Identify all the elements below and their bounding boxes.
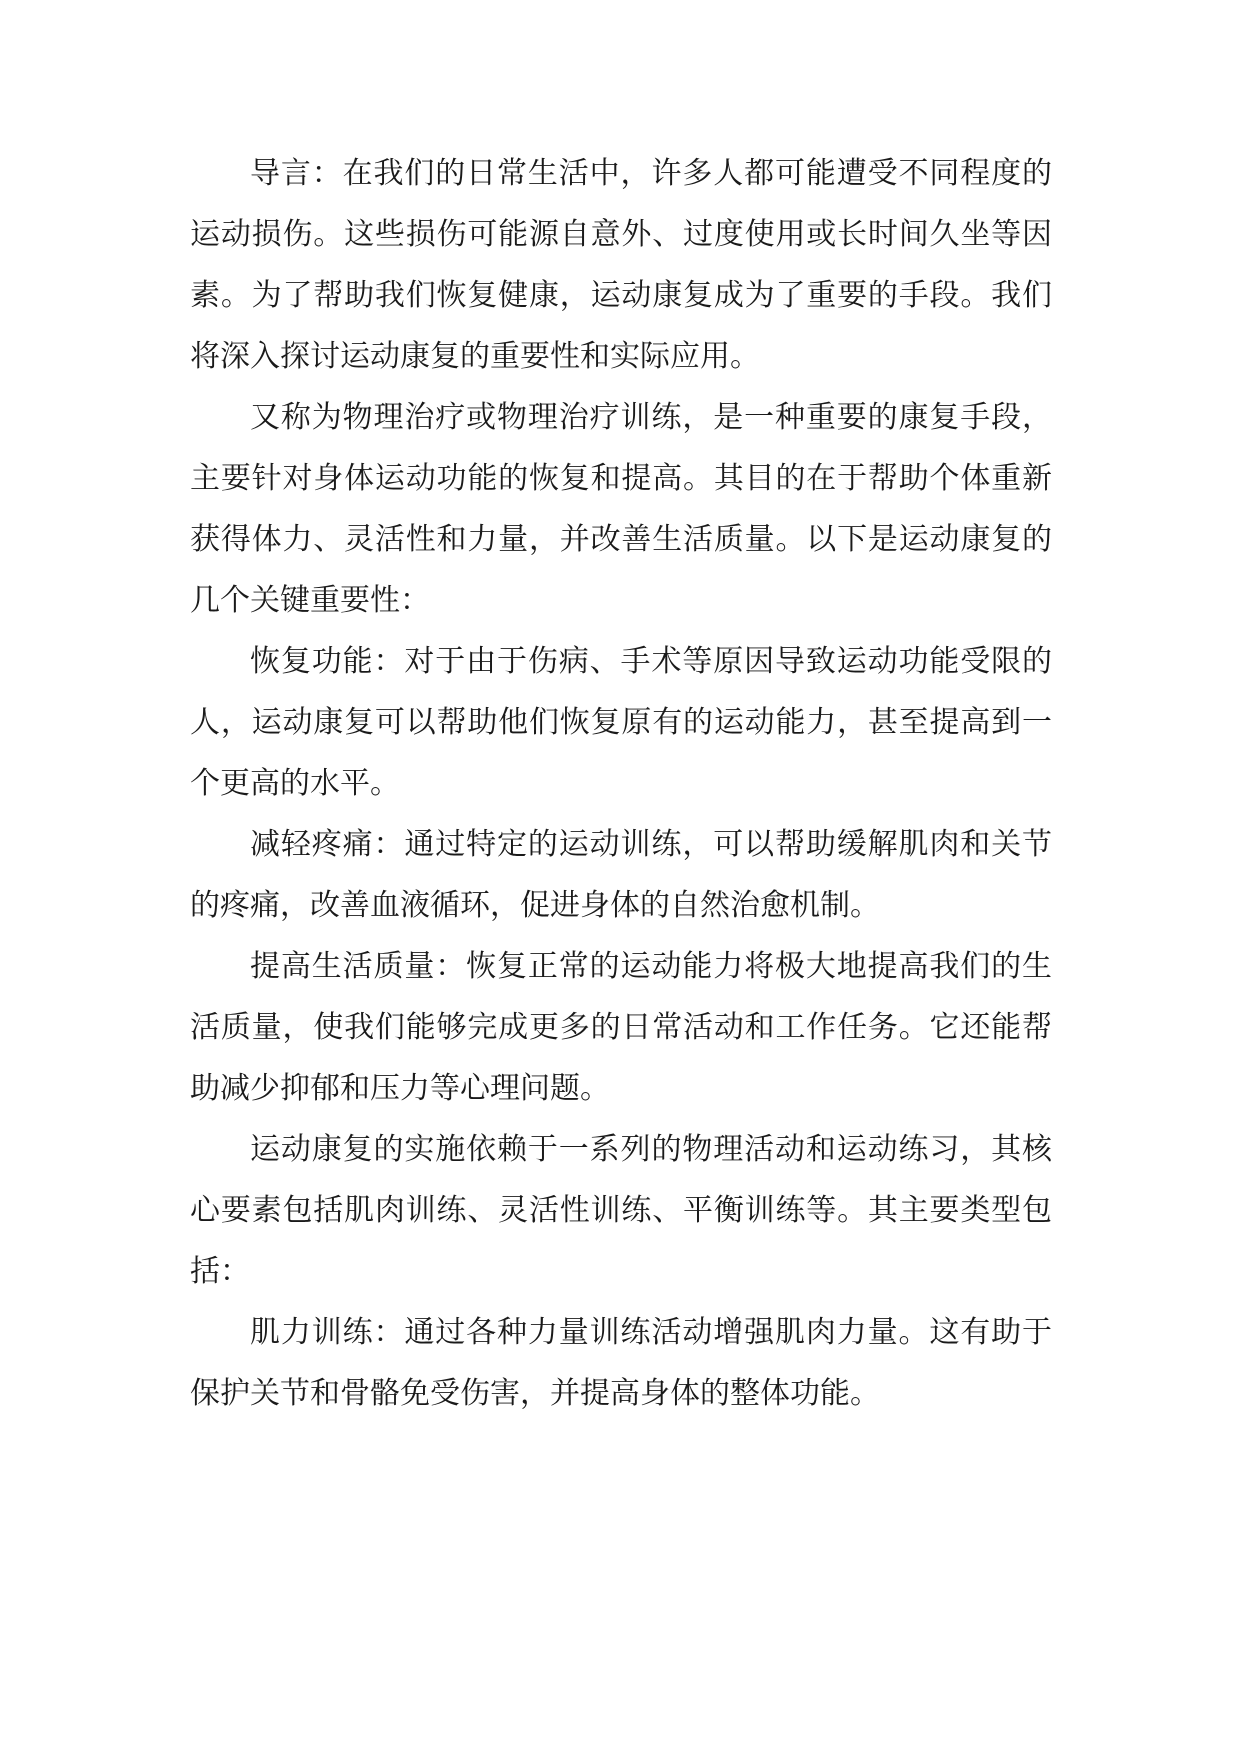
paragraph-strength-training: 肌力训练：通过各种力量训练活动增强肌肉力量。这有助于保护关节和骨骼免受伤害，并提高身体的整体功能。	[190, 1315, 1052, 1411]
document-body	[190, 143, 1052, 1424]
paragraph-quality-of-life: 提高生活质量：恢复正常的运动能力将极大地提高我们的生活质量，使我们能够完成更多的日常活动和工作任务。它还能帮助减少抑郁和压力等心理问题。	[190, 949, 1052, 1106]
paragraph-introduction: 导言：在我们的日常生活中，许多人都可能遭受不同程度的运动损伤。这些损伤可能源自意外、过度使用或长时间久坐等因素。为了帮助我们恢复健康，运动康复成为了重要的手段。我们将深入探讨运动康复的重要性和实际应用。	[190, 156, 1052, 374]
paragraph-restore-function: 恢复功能：对于由于伤病、手术等原因导致运动功能受限的人，运动康复可以帮助他们恢复原有的运动能力，甚至提高到一个更高的水平。	[190, 644, 1052, 801]
paragraph-definition: 又称为物理治疗或物理治疗训练，是一种重要的康复手段，主要针对身体运动功能的恢复和提高。其目的在于帮助个体重新获得体力、灵活性和力量，并改善生活质量。以下是运动康复的几个关键重要性：	[190, 400, 1052, 618]
paragraph-implementation: 运动康复的实施依赖于一系列的物理活动和运动练习，其核心要素包括肌肉训练、灵活性训练、平衡训练等。其主要类型包括：	[190, 1132, 1052, 1289]
paragraph-reduce-pain: 减轻疼痛：通过特定的运动训练，可以帮助缓解肌肉和关节的疼痛，改善血液循环，促进身体的自然治愈机制。	[190, 827, 1052, 923]
